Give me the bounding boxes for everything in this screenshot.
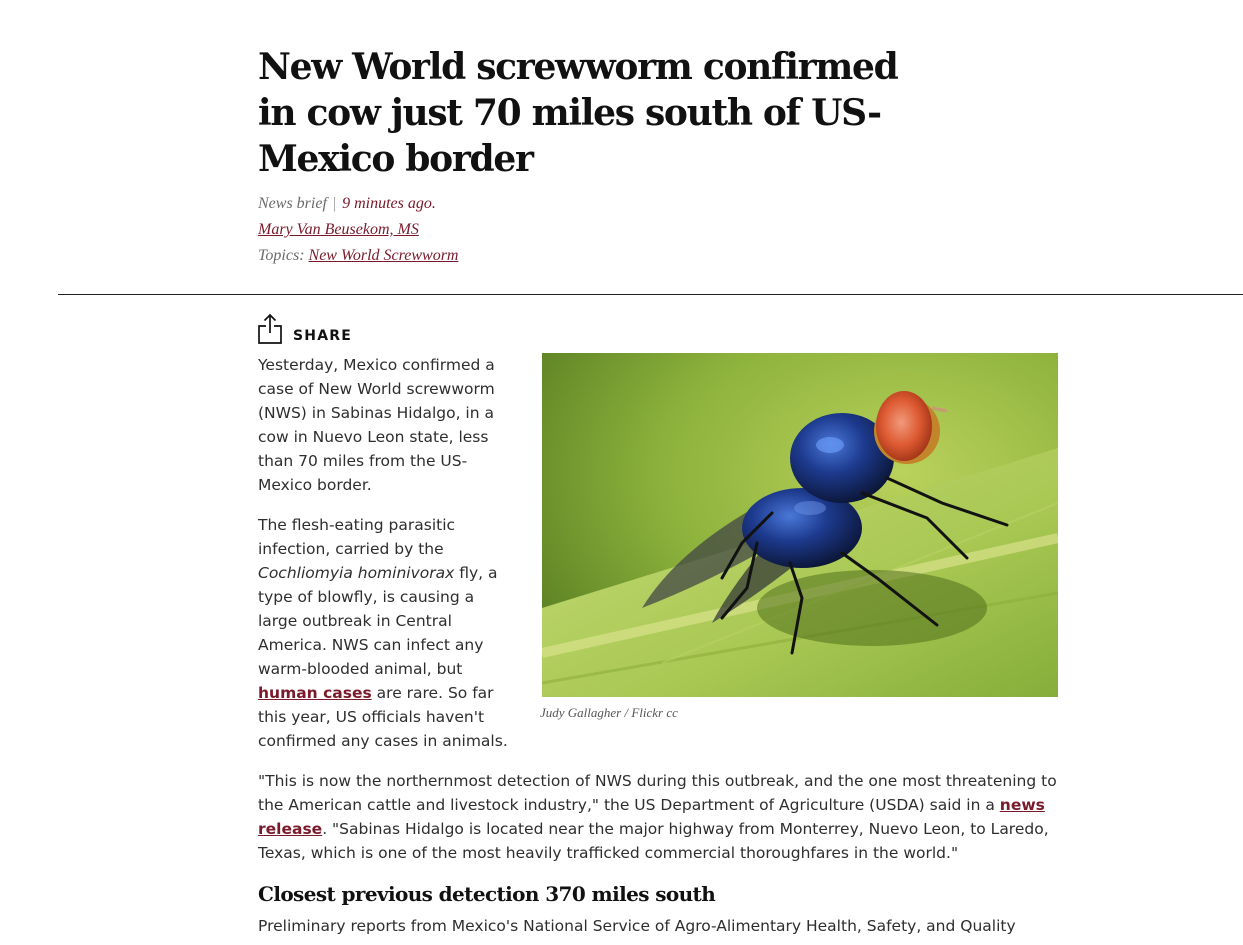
paragraph-2-text-b: fly, a type of blowfly, is causing a large outbreak in Central America. NWS can infect any warm-blooded animal, but [258,564,498,678]
article-topics [258,243,918,269]
article-header [258,44,918,269]
meta-separator: | [332,195,337,212]
paragraph-4: Preliminary reports from Mexico's National Service of Agro-Alimentary Health, Safety, and Quality [258,917,1016,935]
article-timestamp: 9 minutes ago. [342,195,436,212]
article-headline: New World screwworm confirmed in cow just 70 miles south of US-Mexico border [258,46,898,180]
paragraph-3-text-a: "This is now the northernmost detection of NWS during this outbreak, and the one most threatening to the American cattle and livestock industry," the US Department of Agriculture (USDA) said in a [258,772,1057,814]
photo-caption: Judy Gallagher / Flickr cc [540,705,678,720]
author-link[interactable]: Mary Van Beusekom, MS [258,221,419,238]
paragraph-2 [258,513,508,753]
topics-label: Topics: [258,247,305,264]
blowfly-photo [542,353,1058,697]
article-type: News brief [258,195,327,212]
paragraph-3 [258,769,1058,865]
section-heading: Closest previous detection 370 miles south [258,882,716,906]
article-byline [258,217,918,243]
species-name: Cochliomyia hominivorax [258,564,455,582]
share-label: SHARE [293,328,352,344]
share-icon [258,314,282,344]
article-meta [258,191,918,217]
paragraph-2-text-a: The flesh-eating parasitic infection, carried by the [258,516,456,558]
header-divider [58,294,1243,295]
topic-link[interactable]: New World Screwworm [308,247,459,264]
share-button[interactable] [258,312,352,344]
paragraph-2-text-c: are rare. So far this year, US officials haven't confirmed any cases in animals. [258,684,508,750]
intro-column [258,353,508,769]
news-release-link[interactable]: news release [258,796,1045,838]
paragraph-3-text-b: . "Sabinas Hidalgo is located near the major highway from Monterrey, Nuevo Leon, to Laredo, Texas, which is one of the most heavily trafficked commercial thoroughfares in the world." [258,820,1049,862]
paragraph-1: Yesterday, Mexico confirmed a case of New World screwworm (NWS) in Sabinas Hidalgo, in a cow in Nuevo Leon state, less than 70 miles from the US-Mexico border. [258,356,495,494]
article-figure [542,353,1058,721]
human-cases-link[interactable]: human cases [258,684,372,702]
